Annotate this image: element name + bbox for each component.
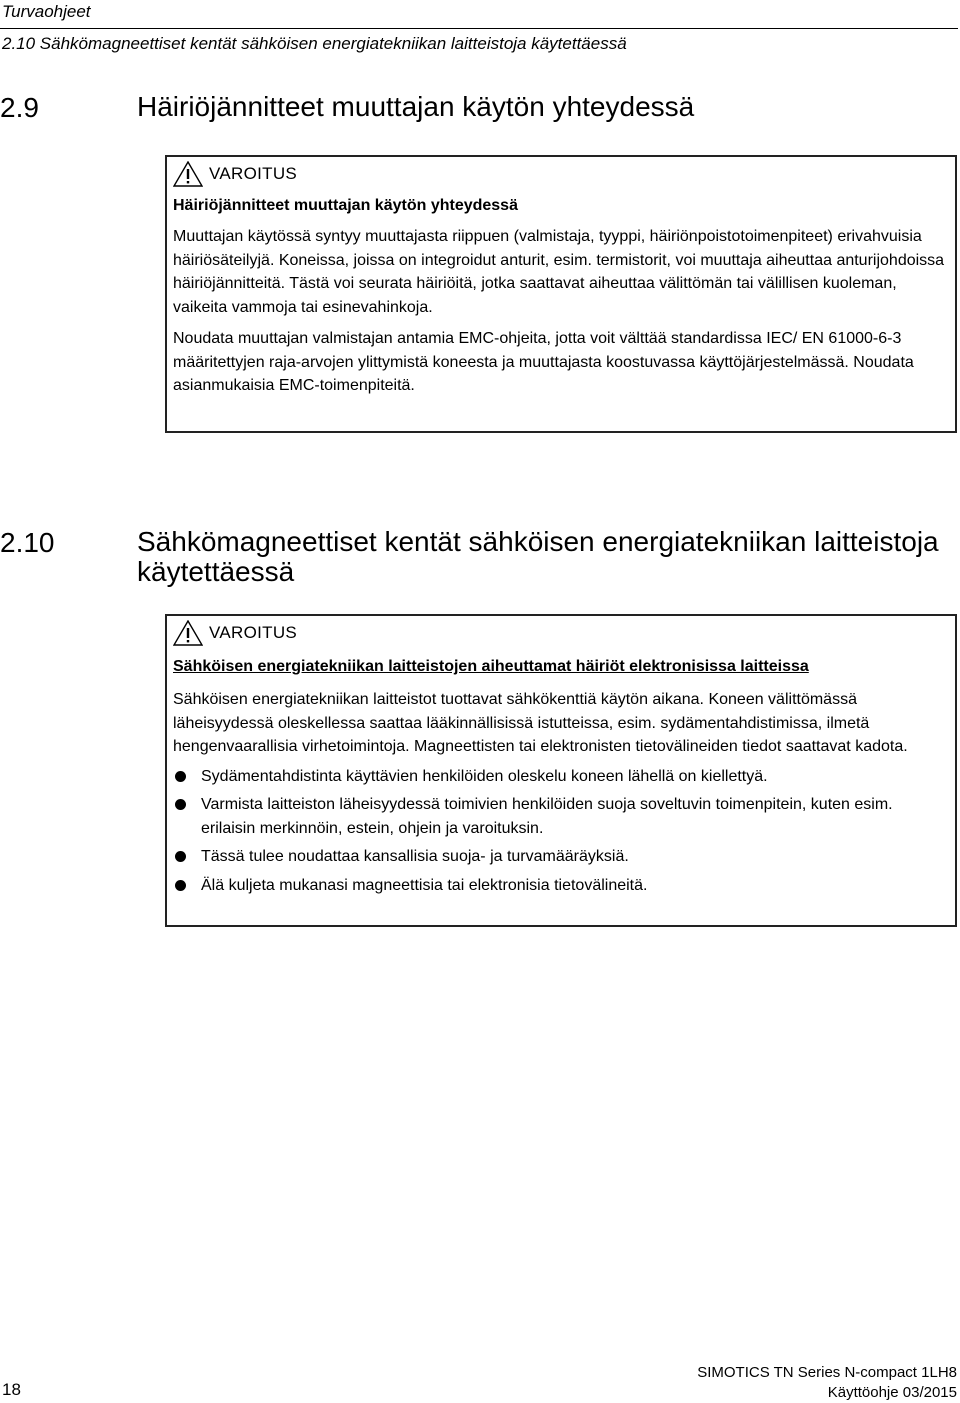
section-heading-2-9 xyxy=(0,92,694,124)
header-rule xyxy=(0,28,958,29)
bullet-dot-icon xyxy=(175,880,186,891)
header-chapter: Turvaohjeet xyxy=(2,2,91,21)
list-item: Sydämentahdistinta käyttävien henkilöiden oleskelu koneen lähellä on kiellettyä. xyxy=(173,765,949,789)
section-title-line-1: Sähkömagneettiset kentät sähköisen energiatekniikan laitteistoja xyxy=(137,526,939,557)
list-item: Tässä tulee noudattaa kansallisia suoja- ja turvamääräyksiä. xyxy=(173,845,949,869)
section-title-line-2: käytettäessä xyxy=(137,556,295,587)
warning-triangle-icon xyxy=(173,161,203,187)
page-number: 18 xyxy=(2,1380,21,1399)
footer-product: SIMOTICS TN Series N-compact 1LH8 xyxy=(697,1364,957,1381)
bullet-dot-icon xyxy=(175,771,186,782)
warning-title: Häiriöjännitteet muuttajan käytön yhteydessä xyxy=(173,197,518,214)
bullet-dot-icon xyxy=(175,799,186,810)
warning-paragraph-2: Noudata muuttajan valmistajan antamia EMC-ohjeita, jotta voit välttää standardissa IEC/ EN 61000-6-3 määritettyjen raja-arvojen ylittymistä koneesta ja muuttajasta koostuvassa käyttöjärjestelmässä. Noudata asianmukaisia EMC-toimenpiteitä. xyxy=(173,330,914,394)
warning-header xyxy=(173,157,949,191)
list-item: Älä kuljeta mukanasi magneettisia tai elektronisia tietovälineitä. xyxy=(173,874,949,898)
section-number: 2.9 xyxy=(0,92,39,123)
footer-info xyxy=(697,1363,957,1403)
header-section: 2.10 Sähkömagneettiset kentät sähköisen energiatekniikan laitteistoja käytettäessä xyxy=(2,34,627,53)
warning-paragraph-1: Muuttajan käytössä syntyy muuttajasta riippuen (valmistaja, tyyppi, häiriönpoistotoimenpiteet) erivahvuisia häiriösäteilyjä. Koneissa, joissa on integroidut anturit, esim. termistorit, voi muuttaja aiheuttaa anturijohdoissa häiriöjännitteitä. Tästä voi seurata häiriöitä, jotka saattavat aiheuttaa välittömän tai välillisen kuoleman, vaikeita vammoja tai esinevahinkoja. xyxy=(173,228,945,316)
footer-manual: Käyttöohje 03/2015 xyxy=(827,1384,957,1401)
warning-box-2-9 xyxy=(165,155,957,433)
section-title xyxy=(137,527,939,587)
warning-paragraph: Sähköisen energiatekniikan laitteistot tuottavat sähkökenttiä käytön aikana. Koneen välittömässä läheisyydessä oleskellessa saattaa lääkinnällisissä istutteissa, esim. sydämentahdistimissa, ilmetä hengenvaarallisia virhetoimintoja. Magneettisten tai elektronisten tietovälineiden tiedot saattavat kadota. xyxy=(173,691,908,755)
section-heading-2-10 xyxy=(0,527,939,587)
warning-label: VAROITUS xyxy=(209,623,298,642)
list-item: Varmista laitteiston läheisyydessä toimivien henkilöiden suoja soveltuvin toimenpitein, kuten esim. erilaisin merkinnöin, estein, ohjein ja varoituksin. xyxy=(173,793,949,840)
section-title: Häiriöjännitteet muuttajan käytön yhteydessä xyxy=(137,91,695,122)
warning-triangle-icon xyxy=(173,620,203,646)
warning-bullet-list xyxy=(173,765,949,898)
warning-header xyxy=(173,616,949,650)
warning-label: VAROITUS xyxy=(209,164,298,183)
warning-box-2-10 xyxy=(165,614,957,927)
section-number: 2.10 xyxy=(0,527,55,558)
warning-title: Sähköisen energiatekniikan laitteistojen aiheuttamat häiriöt elektronisissa laitteissa xyxy=(173,658,809,675)
bullet-dot-icon xyxy=(175,851,186,862)
